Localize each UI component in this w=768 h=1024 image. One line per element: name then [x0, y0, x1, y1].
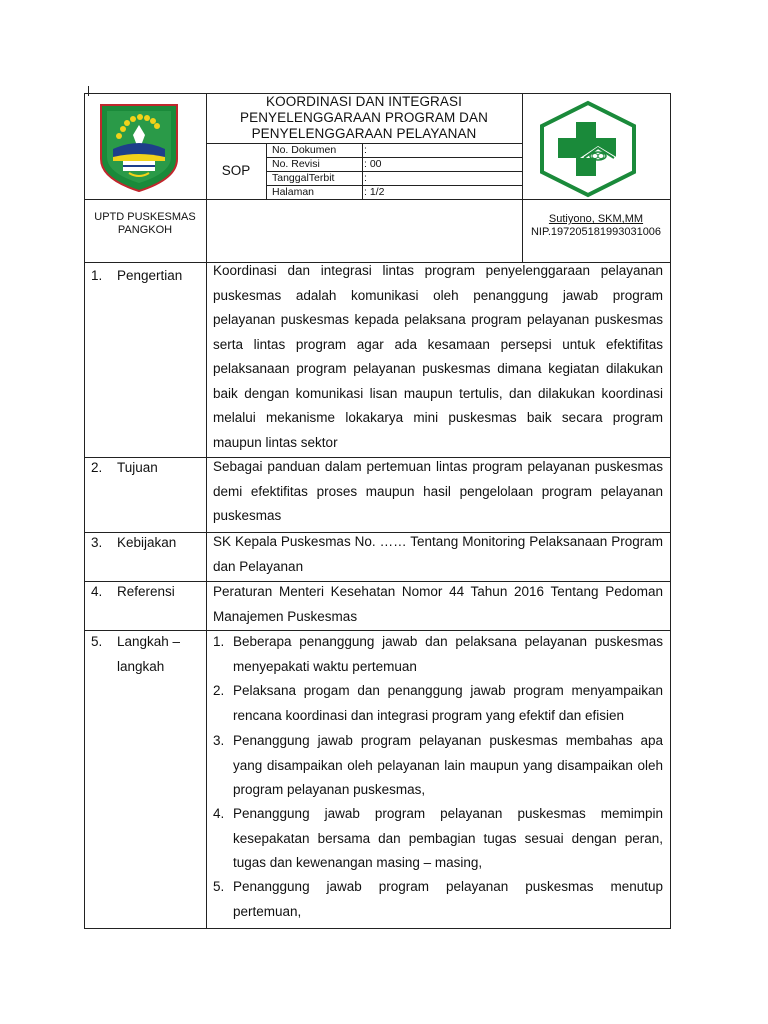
step-number: 3.	[213, 733, 225, 748]
meta-label-revisi: No. Revisi	[272, 158, 320, 170]
step-number: 2.	[213, 683, 225, 698]
signatory-name: Sutiyono, SKM,MM	[548, 213, 644, 225]
step-item	[213, 802, 663, 876]
step-item	[213, 729, 663, 803]
puskesmas-logo	[536, 100, 640, 198]
step-number: 4.	[213, 806, 225, 821]
meta-value-dokumen: :	[364, 144, 367, 156]
section-number: 2.	[91, 460, 103, 475]
step-text: Pelaksana progam dan penanggung jawab program menyampaikan rencana koordinasi dan integrasi program yang efektif dan efisien	[233, 683, 663, 723]
section-label-tujuan: Tujuan	[117, 460, 158, 475]
section-label-kebijakan: Kebijakan	[117, 535, 177, 550]
step-item	[213, 875, 663, 924]
org-name-line-1: UPTD PUSKESMAS	[94, 211, 196, 223]
step-number: 1.	[213, 634, 225, 649]
meta-label-dokumen: No. Dokumen	[272, 144, 337, 156]
border-bottom	[84, 928, 670, 929]
step-item	[213, 679, 663, 728]
section-label-referensi: Referensi	[117, 584, 175, 599]
section-number: 3.	[91, 535, 103, 550]
doc-type-label: SOP	[221, 163, 251, 178]
step-number: 5.	[213, 879, 225, 894]
section-number: 5.	[91, 634, 103, 649]
title-line-1: KOORDINASI DAN INTEGRASI	[266, 94, 462, 109]
meta-value-revisi: : 00	[364, 158, 382, 170]
title-line-3: PENYELENGGARAAN PELAYANAN	[251, 126, 477, 141]
langkah-label-line-1: Langkah –	[117, 634, 181, 649]
border-right	[670, 93, 671, 929]
meta-label-tanggal: TanggalTerbit	[272, 172, 335, 184]
section-number: 1.	[91, 268, 103, 283]
step-text: Penanggung jawab program pelayanan puskesmas memimpin kesepakatan bersama dan pembagian tugas sesuai dengan peran, tugas dan kewenangan masing – masing,	[233, 806, 663, 870]
regional-emblem-logo	[99, 99, 179, 193]
step-text: Beberapa penanggung jawab dan pelaksana pelayanan puskesmas menyepakati waktu pertemuan	[233, 634, 663, 674]
title-line-2: PENYELENGGARAAN PROGRAM DAN	[239, 110, 488, 125]
section-text-kebijakan: SK Kepala Puskesmas No. …… Tentang Monitoring Pelaksanaan Program dan Pelayanan	[213, 534, 663, 574]
signatory-block	[522, 213, 670, 239]
meta-value-halaman: : 1/2	[364, 186, 385, 198]
step-item	[213, 630, 663, 679]
langkah-label-line-2: langkah	[117, 658, 165, 674]
section-label-langkah	[117, 630, 180, 679]
section-text-referensi: Peraturan Menteri Kesehatan Nomor 44 Tahun 2016 Tentang Pedoman Manajemen Puskesmas	[213, 584, 663, 624]
signatory-nip: NIP.197205181993031006	[530, 226, 662, 238]
section-text-pengertian: Koordinasi dan integrasi lintas program penyelenggaraan pelayanan puskesmas adalah komunikasi oleh penanggung jawab program pelayanan puskesmas kepada pelaksana program pelayanan puskesmas serta lintas program agar ada kesamaan persepsi untuk efektifitas pelaksanaan program pelayanan puskesmas dimana kegiatan dilakukan baik dengan komunikasi lisan maupun tertulis, dan dilakukan koordinasi melalui mekanisme lokakarya mini puskesmas baik secara program maupun lintas sektor	[213, 263, 663, 450]
step-text: Penanggung jawab program pelayanan puskesmas membahas apa yang disampaikan oleh pelayanan lain maupun yang disampaikan oleh program pelayanan puskesmas,	[233, 733, 663, 797]
step-text: Penanggung jawab program pelayanan puskesmas menutup pertemuan,	[233, 879, 663, 919]
column-divider	[206, 93, 207, 929]
meta-label-halaman: Halaman	[272, 186, 315, 198]
section-text-tujuan: Sebagai panduan dalam pertemuan lintas program pelayanan puskesmas demi efektifitas proses maupun hasil pengelolaan program pelayanan puskesmas	[213, 459, 663, 523]
header-mid-line	[84, 199, 670, 200]
section-number: 4.	[91, 584, 103, 599]
meta-value-tanggal: :	[364, 172, 367, 184]
org-name-line-2: PANGKOH	[117, 224, 173, 236]
section-label-pengertian: Pengertian	[117, 268, 183, 283]
organization-name	[84, 211, 206, 237]
corner-mark	[88, 86, 89, 96]
document-title	[206, 94, 522, 142]
